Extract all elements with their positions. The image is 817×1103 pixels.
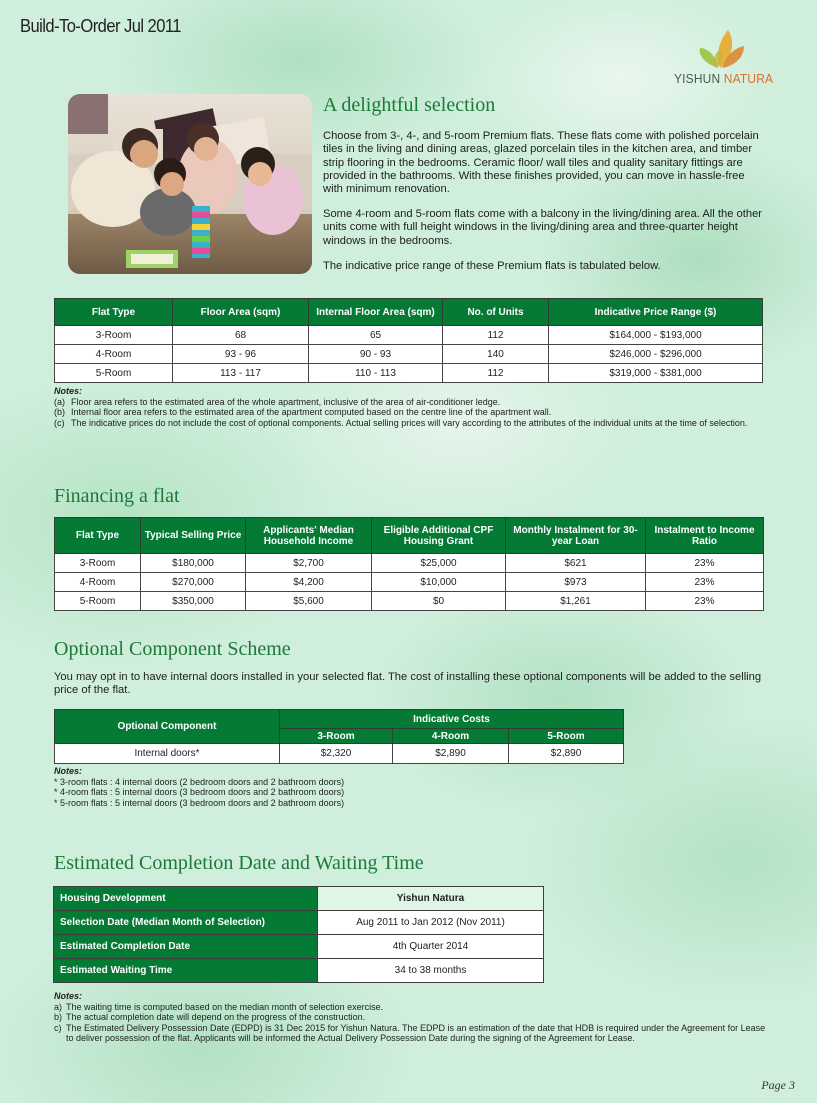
note-text: The waiting time is computed based on the median month of selection exercise. (66, 1001, 384, 1012)
notes-heading: Notes: (54, 991, 83, 1001)
table-cell: $973 (506, 573, 646, 592)
note-label: a) (54, 1001, 63, 1012)
table-cell: 112 (443, 364, 549, 383)
table-cell: 5-Room (55, 592, 141, 611)
note-item (54, 1002, 769, 1013)
table-cell: 140 (443, 345, 549, 364)
table-cell: $1,261 (506, 592, 646, 611)
table-cell: $621 (506, 554, 646, 573)
page-number: Page 3 (761, 1078, 795, 1092)
table-cell: $25,000 (372, 554, 506, 573)
column-header: Monthly Instalment for 30-year Loan (506, 518, 646, 554)
intro-paragraph-3: The indicative price range of these Premium flats is tabulated below. (323, 260, 661, 272)
row-value: Yishun Natura (318, 887, 544, 911)
table-row (54, 911, 544, 935)
table-cell: 5-Room (55, 364, 173, 383)
family-playing-image (68, 94, 312, 274)
section-title-delightful-selection: A delightful selection (323, 94, 496, 116)
note-item (54, 418, 769, 429)
note-text: The Estimated Delivery Possession Date (EDPD) is 31 Dec 2015 for Yishun Natura. The EDPD is an estimation of the date that HDB is required under the Agreement for Lease to deliver possession of the flat. Applicants will be informed the Actual Delivery Possession Date during the signing of the Agreement for Lease. (66, 1022, 766, 1044)
column-header: Flat Type (55, 299, 173, 326)
table-cell: $2,700 (246, 554, 372, 573)
leaf-icon (672, 26, 772, 72)
table-row (55, 592, 764, 611)
note-item: * 4-room flats : 5 internal doors (3 bedroom doors and 2 bathroom doors) (54, 787, 345, 798)
table-cell: 3-Room (55, 326, 173, 345)
table-cell: Internal doors* (55, 744, 280, 764)
table-cell: 90 - 93 (309, 345, 443, 364)
table-row (54, 887, 544, 911)
table-cell: 112 (443, 326, 549, 345)
column-header: Indicative Price Range ($) (549, 299, 763, 326)
note-label: b) (54, 1012, 63, 1023)
note-item (54, 1012, 769, 1023)
row-value: Aug 2011 to Jan 2012 (Nov 2011) (318, 911, 544, 935)
table-cell: 23% (646, 592, 764, 611)
intro-paragraph-2: Some 4-room and 5-room flats come with a balcony in the living/dining area. All the other units come with full height windows in the living/dining area and three-quarter height windows in the bedrooms. (323, 208, 763, 247)
table-cell: 23% (646, 573, 764, 592)
section-title-financing: Financing a flat (54, 485, 180, 507)
table-cell: $270,000 (141, 573, 246, 592)
column-header: Eligible Additional CPF Housing Grant (372, 518, 506, 554)
table-row (55, 345, 763, 364)
section-title-optional-component: Optional Component Scheme (54, 638, 291, 660)
table-row (55, 573, 764, 592)
family-photo (68, 94, 312, 274)
note-item (54, 1023, 769, 1044)
note-text: Internal floor area refers to the estimated area of the apartment computed based on the centre line of the apartment wall. (71, 407, 552, 418)
intro-paragraph-1: Choose from 3-, 4-, and 5-room Premium flats. These flats come with polished porcelain tiles in the living and dining areas, glazed porcelain tiles in the kitchen area, and timber strip flooring in the bedrooms. Ceramic floor/ wall tiles and quality sanitary fittings are provided in the bathrooms. With these finishes provided, you can move in hassle-free with minimum renovation. (323, 130, 759, 196)
row-value: 4th Quarter 2014 (318, 935, 544, 959)
table-row (54, 935, 544, 959)
table-header-row (55, 518, 764, 554)
note-item: * 5-room flats : 5 internal doors (3 bedroom doors and 2 bathroom doors) (54, 797, 345, 808)
row-label: Estimated Completion Date (54, 935, 318, 959)
financing-table (54, 517, 764, 611)
table-row (55, 744, 624, 764)
table-header-row (55, 299, 763, 326)
column-header: No. of Units (443, 299, 549, 326)
notes-heading: Notes: (54, 386, 83, 396)
table-cell: $0 (372, 592, 506, 611)
note-text: The indicative prices do not include the cost of optional components. Actual selling prices will vary according to the attributes of the individual units at the time of selection. (71, 417, 748, 428)
note-item: * 3-room flats : 4 internal doors (2 bedroom doors and 2 bathroom doors) (54, 776, 345, 787)
yishun-natura-logo (672, 26, 772, 88)
column-header: Instalment to Income Ratio (646, 518, 764, 554)
table-cell: 4-Room (55, 345, 173, 364)
table-cell: 4-Room (55, 573, 141, 592)
column-header: Floor Area (sqm) (173, 299, 309, 326)
table-row (55, 364, 763, 383)
optional-description: You may opt in to have internal doors installed in your selected flat. The cost of installing these optional components will be added to the selling price of the flat. (54, 671, 762, 697)
table-cell: $180,000 (141, 554, 246, 573)
price-table-notes (54, 386, 769, 428)
optional-notes (54, 766, 654, 808)
note-item (54, 397, 769, 408)
notes-heading: Notes: (54, 766, 83, 776)
column-header: Optional Component (55, 710, 280, 744)
table-cell: 23% (646, 554, 764, 573)
table-cell: $164,000 - $193,000 (549, 326, 763, 345)
table-cell: $2,890 (509, 744, 624, 764)
table-cell: $350,000 (141, 592, 246, 611)
section-title-completion: Estimated Completion Date and Waiting Time (54, 852, 424, 874)
note-label: (b) (54, 407, 65, 418)
table-cell: $246,000 - $296,000 (549, 345, 763, 364)
row-label: Selection Date (Median Month of Selection) (54, 911, 318, 935)
table-row (55, 554, 764, 573)
table-cell: $10,000 (372, 573, 506, 592)
table-cell: 3-Room (55, 554, 141, 573)
table-header-row (55, 710, 624, 729)
column-header: Flat Type (55, 518, 141, 554)
row-value: 34 to 38 months (318, 959, 544, 983)
column-header: 3-Room (280, 729, 393, 744)
column-header: Indicative Costs (280, 710, 624, 729)
table-row (54, 959, 544, 983)
table-cell: 93 - 96 (173, 345, 309, 364)
note-label: c) (54, 1022, 62, 1033)
completion-notes (54, 991, 769, 1044)
note-item (54, 407, 769, 418)
price-range-table (54, 298, 763, 383)
column-header: Typical Selling Price (141, 518, 246, 554)
table-cell: $319,000 - $381,000 (549, 364, 763, 383)
column-header: 5-Room (509, 729, 624, 744)
note-text: Floor area refers to the estimated area of the whole apartment, inclusive of the area of air-conditioner ledge. (71, 396, 501, 407)
table-cell: 68 (173, 326, 309, 345)
note-text: The actual completion date will depend on the progress of the construction. (66, 1012, 366, 1023)
completion-table (53, 886, 544, 983)
row-label: Estimated Waiting Time (54, 959, 318, 983)
table-cell: 65 (309, 326, 443, 345)
table-cell: $2,890 (393, 744, 509, 764)
logo-text: YISHUN NATURA (674, 71, 774, 86)
table-cell: $4,200 (246, 573, 372, 592)
column-header: 4-Room (393, 729, 509, 744)
note-label: (a) (54, 396, 65, 407)
table-cell: 113 - 117 (173, 364, 309, 383)
document-title: Build-To-Order Jul 2011 (20, 16, 181, 36)
note-label: (c) (54, 417, 65, 428)
table-cell: 110 - 113 (309, 364, 443, 383)
column-header: Applicants' Median Household Income (246, 518, 372, 554)
table-cell: $5,600 (246, 592, 372, 611)
row-label: Housing Development (54, 887, 318, 911)
table-row (55, 326, 763, 345)
optional-component-table (54, 709, 624, 764)
table-cell: $2,320 (280, 744, 393, 764)
column-header: Internal Floor Area (sqm) (309, 299, 443, 326)
